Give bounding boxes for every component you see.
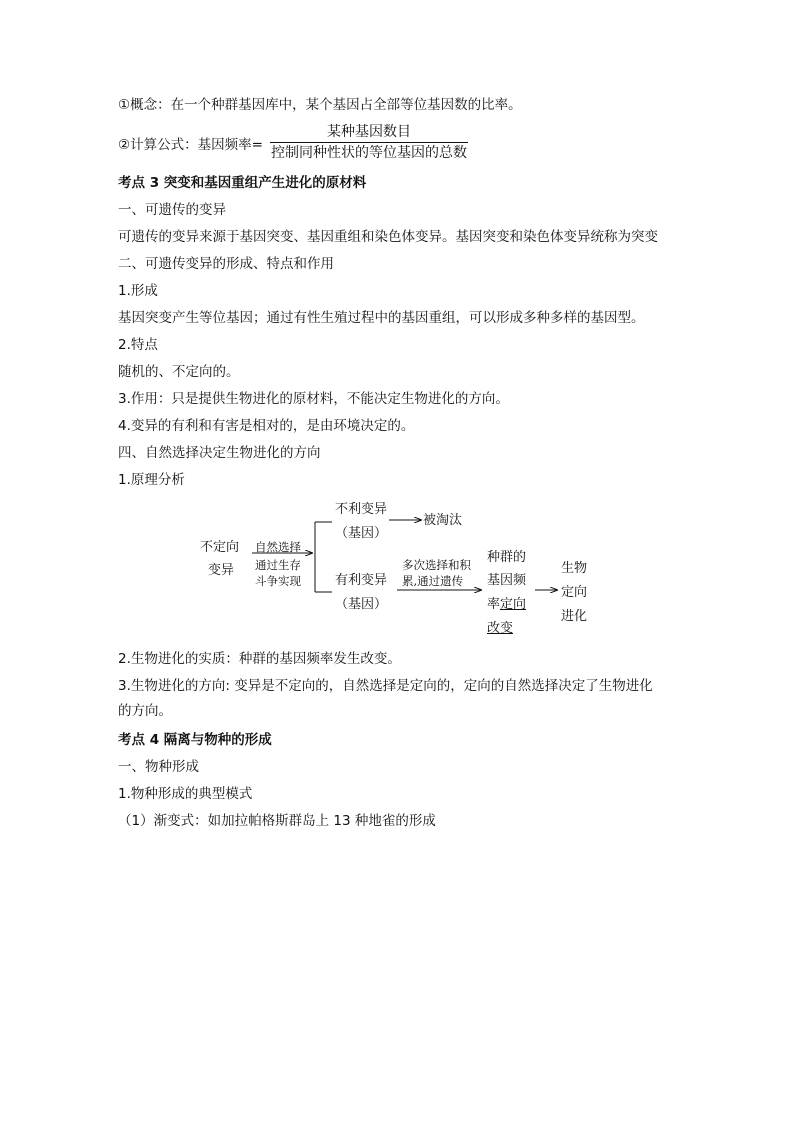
- struggle-label-1: 通过生存: [255, 558, 301, 572]
- selection-diagram: [195, 495, 605, 645]
- eliminated-label: 被淘汰: [423, 513, 463, 528]
- section3-item-1: 1.形成: [118, 283, 158, 299]
- natural-selection-label: 自然选择: [255, 540, 301, 554]
- undirected-label-2: 变异: [208, 563, 235, 578]
- section3-heading-2: 二、可遗传变异的形成、特点和作用: [118, 256, 334, 272]
- population-label-1: 种群的: [487, 550, 527, 565]
- multiple-selection-label-2: 累,通过遗传: [402, 574, 464, 588]
- favorable-gene: （基因）: [335, 597, 388, 612]
- section4-item-1: 1.物种形成的典型模式: [118, 786, 253, 802]
- concept-definition: ①概念：在一个种群基因库中，某个基因占全部等位基因数的比率。: [118, 97, 522, 113]
- section4-heading-1: 一、物种形成: [118, 759, 199, 775]
- population-label-4: 改变: [487, 621, 514, 636]
- section4-item-2: （1）渐变式：如加拉帕格斯群岛上 13 种地雀的形成: [118, 813, 436, 829]
- population-label-2: 基因频: [487, 573, 527, 588]
- formula-lead: ②计算公式：基因频率=: [118, 137, 263, 153]
- section3-para-5: 4.变异的有利和有害是相对的，是由环境决定的。: [118, 418, 415, 434]
- unfavorable-gene: （基因）: [335, 526, 388, 541]
- section3-para-2: 基因突变产生等位基因；通过有性生殖过程中的基因重组，可以形成多种多样的基因型。: [118, 310, 645, 326]
- section3-para-3: 随机的、不定向的。: [118, 364, 240, 380]
- section3-item-3: 1.原理分析: [118, 472, 185, 488]
- evolution-label-2: 定向: [561, 585, 588, 600]
- section3-heading-3: 四、自然选择决定生物进化的方向: [118, 445, 321, 461]
- unfavorable-variation: 不利变异: [335, 502, 388, 517]
- formula-denominator: 控制同种性状的等位基因的总数: [271, 145, 467, 161]
- evolution-essence: 2.生物进化的实质：种群的基因频率发生改变。: [118, 651, 401, 667]
- undirected-label-1: 不定向: [200, 540, 240, 555]
- formula-fraction: [270, 122, 468, 163]
- population-label-3: 率定向: [487, 597, 527, 612]
- evolution-label-3: 进化: [561, 609, 588, 624]
- favorable-variation: 有利变异: [335, 573, 388, 588]
- section4-title: 考点 4 隔离与物种的形成: [118, 732, 272, 748]
- section3-para-4: 3.作用：只是提供生物进化的原材料，不能决定生物进化的方向。: [118, 391, 509, 407]
- struggle-label-2: 斗争实现: [255, 574, 301, 588]
- multiple-selection-label-1: 多次选择和积: [402, 558, 471, 572]
- section3-para-1: 可遗传的变异来源于基因突变、基因重组和染色体变异。基因突变和染色体变异统称为突变: [118, 229, 658, 245]
- directional-underlined: 定向: [500, 597, 527, 612]
- section3-title: 考点 3 突变和基因重组产生进化的原材料: [118, 175, 367, 191]
- evolution-direction-2: 的方向。: [118, 703, 172, 719]
- evolution-label-1: 生物: [561, 561, 588, 576]
- section3-heading-1: 一、可遗传的变异: [118, 202, 226, 218]
- evolution-direction-1: 3.生物进化的方向: 变异是不定向的，自然选择是定向的，定向的自然选择决定了生物进化: [118, 678, 653, 694]
- section3-item-2: 2.特点: [118, 337, 158, 353]
- formula-numerator: 某种基因数目: [270, 122, 468, 143]
